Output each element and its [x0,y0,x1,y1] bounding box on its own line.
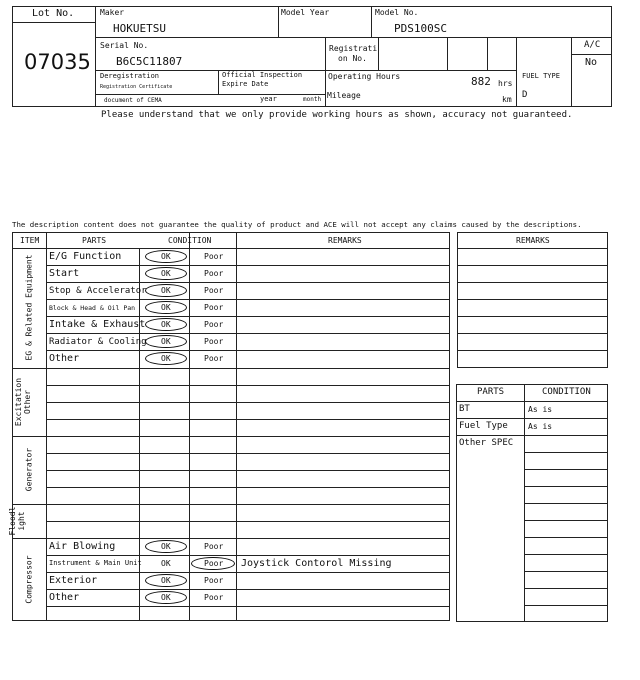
part-name: Radiator & Cooling [49,337,147,347]
ok-option[interactable]: OK [161,286,171,295]
part-name: Intake & Exhaust [49,319,146,330]
fuel-type-value: D [522,90,528,100]
poor-option[interactable]: Poor [204,303,224,312]
lot-no-value: 07035 [24,50,91,74]
ac-value: No [585,57,598,68]
side-condition-header: CONDITION [542,387,591,397]
disclaimer-text: The description content does not guarantee the quality of product and ACE will not accept any claims caused by the descriptions. [12,220,582,229]
mileage-label: Mileage [327,91,361,100]
ok-option[interactable]: OK [161,354,171,363]
registration-label: Registrati [329,44,378,53]
serial-no-value: B6C5C11807 [116,55,183,68]
poor-option[interactable]: Poor [204,337,224,346]
km-unit: km [502,95,512,104]
ok-option[interactable]: OK [161,303,171,312]
ok-option[interactable]: OK [161,337,171,346]
section-label-excitation-line1: Excitation [14,377,23,427]
part-name: Other [49,592,80,603]
ok-option[interactable]: OK [161,252,171,261]
side-parts-header: PARTS [477,387,505,397]
side-part-fuel-type: Fuel Type [459,421,508,431]
lot-no-label: Lot No. [32,8,75,19]
poor-option[interactable]: Poor [204,252,224,261]
part-name: Stop & Accelerator [49,286,147,296]
hrs-unit: hrs [498,79,513,88]
part-name: Start [49,268,80,279]
model-year-label: Model Year [281,8,330,17]
poor-option[interactable]: Poor [204,542,224,551]
maker-value: HOKUETSU [113,22,166,35]
registration-certificate-label: Registration Certificate [100,84,173,90]
part-name: Other [49,353,80,364]
poor-option[interactable]: Poor [204,320,224,329]
part-name: E/G Function [49,251,122,262]
document-cema-label: document of CEMA [104,97,162,104]
ok-option[interactable]: OK [161,542,171,551]
section-label-floodlight-line1: Floodl [8,506,17,536]
side-condition-fuel-type: As is [528,422,553,431]
operating-hours-label: Operating Hours [328,72,401,81]
deregistration-label: Deregistration [100,72,160,80]
month-label: month [303,96,322,103]
year-label: year [260,95,277,103]
fuel-type-label: FUEL TYPE [522,72,560,80]
side-part-other-spec: Other SPEC [459,438,514,448]
part-name: Instrument & Main Unit [49,559,142,567]
poor-option[interactable]: Poor [204,354,224,363]
ac-label: A/C [584,40,601,50]
header-parts: PARTS [82,236,107,245]
poor-option[interactable]: Poor [204,286,224,295]
poor-option[interactable]: Poor [204,576,224,585]
header-remarks: REMARKS [328,236,362,245]
model-no-value: PDS100SC [394,22,447,35]
ok-option[interactable]: OK [161,269,171,278]
ok-option[interactable]: OK [161,576,171,585]
header-condition: CONDITION [168,236,212,245]
poor-option[interactable]: Poor [204,269,224,278]
header-item: ITEM [20,236,40,245]
side-remarks-header: REMARKS [516,236,550,245]
poor-option[interactable]: Poor [204,559,224,568]
section-label-eg: EG & Related Equipment [24,254,34,361]
model-no-label: Model No. [375,8,419,17]
ok-option[interactable]: OK [161,559,171,568]
part-name: Exterior [49,575,98,586]
side-condition-bt: As is [528,405,553,414]
section-label-floodlight-line2: ight [17,511,26,531]
section-label-compressor: Compressor [24,555,34,604]
registration-label-2: on No. [338,54,367,63]
operating-hours-value: 882 [471,75,491,88]
part-name: Air Blowing [49,541,116,552]
serial-no-label: Serial No. [100,41,149,50]
side-part-bt: BT [459,404,470,414]
part-name: Block & Head & Oil Pan [49,304,136,312]
ok-option[interactable]: OK [161,593,171,602]
working-hours-notice: Please understand that we only provide working hours as shown, accuracy not guaranteed. [101,110,573,120]
section-label-excitation-line2: Other [23,389,32,415]
maker-label: Maker [100,8,125,17]
ok-option[interactable]: OK [161,320,171,329]
row-remark: Joystick Contorol Missing [241,558,392,569]
inspection-label: Official Inspection [222,71,303,79]
section-label-generator: Generator [24,447,34,492]
inspection-label-2: Expire Date [222,80,269,88]
poor-option[interactable]: Poor [204,593,224,602]
